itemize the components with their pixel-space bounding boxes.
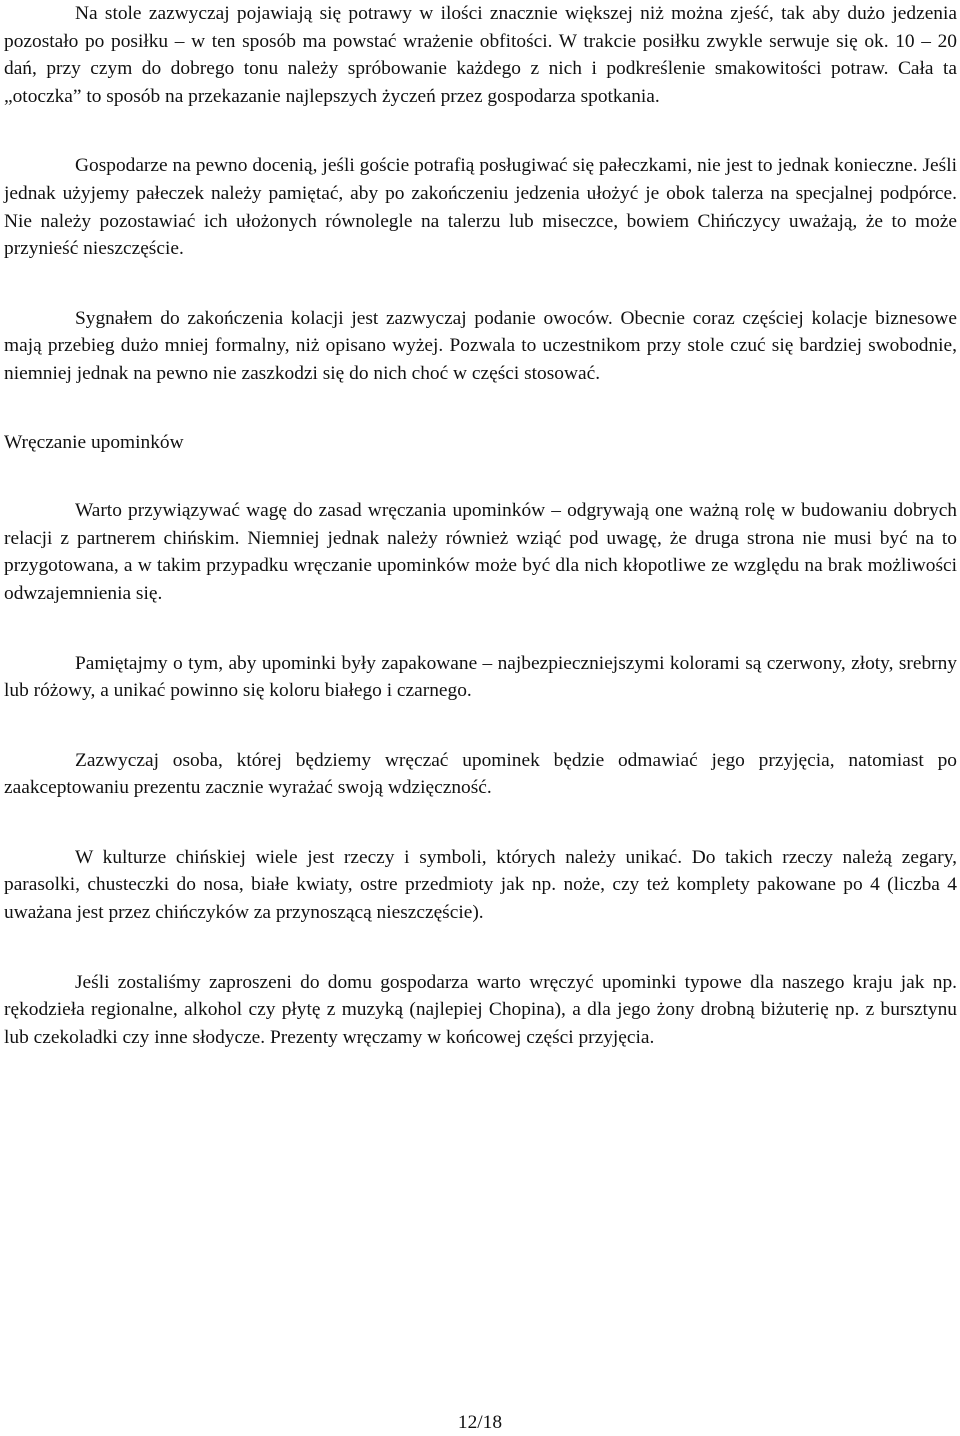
paragraph-chopsticks: Gospodarze na pewno docenią, jeśli goście potrafią posługiwać się pałeczkami, nie jest to jednak konieczne. Jeśli jednak użyjemy pałeczek należy pamiętać, aby po zakończeniu jedzenia ułożyć je obok talerza na specjalnej podpórce. Nie należy pozostawiać ich ułożonych równolegle na talerzu lub miseczce, bowiem Chińczycy uważają, że to może przynieść nieszczęście. [4,155,957,260]
paragraph-gift-rules: Warto przywiązywać wagę do zasad wręczania upominków – odgrywają one ważną rolę w budowaniu dobrych relacji z partnerem chińskim. Niemniej jednak należy również wziąć pod uwagę, że druga strona nie musi być na to przygotowana, a w takim przypadku wręczanie upominków może być dla nich kłopotliwe ze względu na brak możliwości odwzajemnienia się. [4,500,957,604]
paragraph-things-to-avoid: W kulturze chińskiej wiele jest rzeczy i symboli, których należy unikać. Do takich rzeczy należą zegary, parasolki, chusteczki do nosa, białe kwiaty, ostre przedmioty jak np. noże, czy też komplety pakowane po 4 (liczba 4 uważana jest przez chińczyków za przynoszącą nieszczęście). [4,846,957,924]
section-heading-gifts: Wręczanie upominków [4,431,184,453]
paragraph-gift-refusal: Zazwyczaj osoba, której będziemy wręczać upominek będzie odmawiać jego przyjęcia, natomiast po zaakceptowaniu prezentu zacznie wyrażać swoją wdzięczność. [4,749,957,799]
page-number: 12/18 [457,1412,503,1433]
paragraph-end-of-dinner: Sygnałem do zakończenia kolacji jest zazwyczaj podanie owoców. Obecnie coraz częściej kolacje biznesowe mają przebieg dużo mniej formalny, niż opisano wyżej. Pozwala to uczestnikom przy stole czuć się bardziej swobodnie, niemniej jednak na pewno nie zaszkodzi się do nich choć w części stosować. [4,307,957,384]
paragraph-banquet-dishes: Na stole zazwyczaj pojawiają się potrawy w ilości znacznie większej niż można zjeść, tak aby dużo jedzenia pozostało po posiłku – w ten sposób ma powstać wrażenie obfitości. W trakcie posiłku zwykle serwuje się ok. 10 – 20 dań, przy czym do dobrego tonu należy spróbowanie każdego z nich i podkreślenie smakowitości potraw. Cała ta „otoczka” to sposób na przekazanie najlepszych życzeń przez gospodarza spotkania. [4,3,957,107]
paragraph-home-invitation: Jeśli zostaliśmy zaproszeni do domu gospodarza warto wręczyć upominki typowe dla naszego kraju jak np. rękodzieła regionalne, alkohol czy płytę z muzyką (najlepiej Chopina), a dla jego żony drobną biżuterię np. z bursztynu lub czekoladki czy inne słodycze. Prezenty wręczamy w końcowej części przyjęcia. [4,971,957,1048]
document-page [4,0,957,1051]
paragraph-gift-wrapping: Pamiętajmy o tym, aby upominki były zapakowane – najbezpieczniejszymi kolorami są czerwony, złoty, srebrny lub różowy, a unikać powinno się koloru białego i czarnego. [4,652,957,702]
